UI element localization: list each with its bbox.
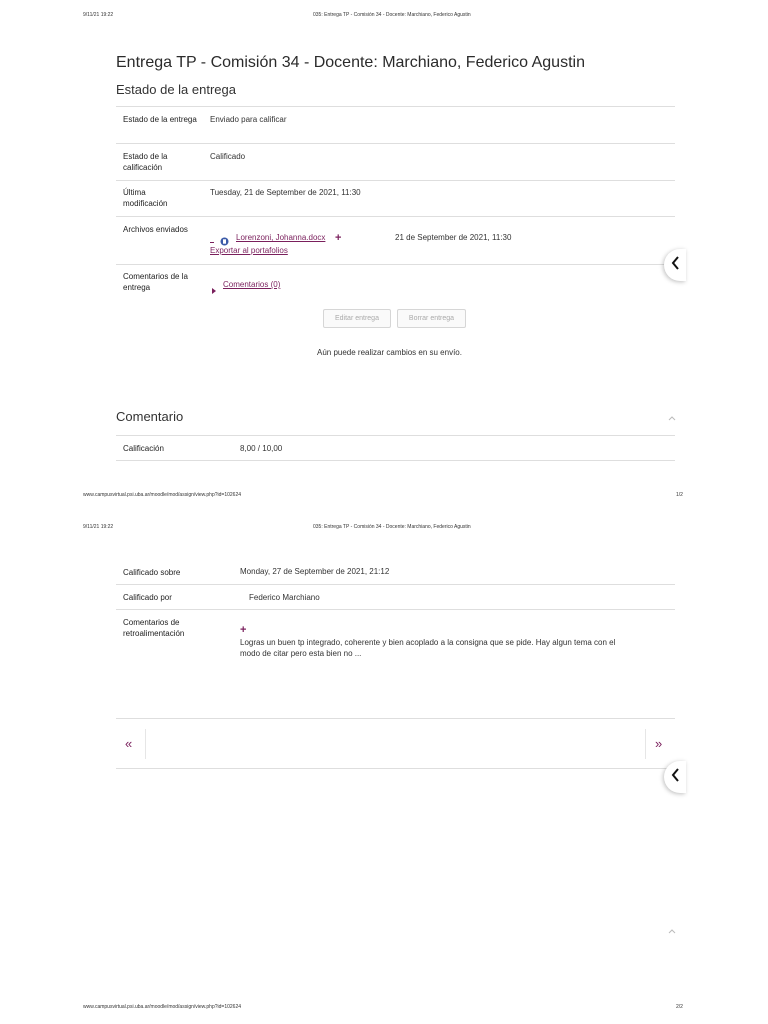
previous-activity-button[interactable]: « xyxy=(125,736,133,751)
row-label-ultima-modificacion: Última modificación xyxy=(123,188,168,208)
print-title: 035: Entrega TP - Comisión 34 - Docente: Marchiano, Federico Agustin xyxy=(313,524,471,530)
divider xyxy=(116,264,675,265)
feedback-text-line2: modo de citar pero esta bien no ... xyxy=(240,649,362,658)
print-url: www.campusvirtual.psi.uba.ar/moodle/mod/assign/view.php?id=102624 xyxy=(83,492,242,498)
print-datetime: 9/11/21 19:22 xyxy=(83,524,114,530)
next-activity-button[interactable]: » xyxy=(655,736,663,751)
changes-notice: Aún puede realizar cambios en su envío. xyxy=(317,348,462,357)
row-value-estado-entrega: Enviado para calificar xyxy=(210,115,287,124)
row-label-comentarios-entrega: Comentarios de la entrega xyxy=(123,272,188,292)
row-value-calificado-por: Federico Marchiano xyxy=(249,593,320,602)
comments-link[interactable]: Comentarios (0) xyxy=(223,280,281,289)
row-label-calificacion: Calificación xyxy=(123,444,164,453)
row-label-estado-calificacion: Estado de la calificación xyxy=(123,152,168,172)
chevron-left-icon xyxy=(671,256,680,275)
plus-icon[interactable]: + xyxy=(335,232,342,244)
edit-submission-button[interactable]: Editar entrega xyxy=(323,309,391,328)
export-portfolio-link[interactable]: Exportar al portafolios xyxy=(210,246,288,255)
divider xyxy=(116,143,675,144)
print-url: www.campusvirtual.psi.uba.ar/moodle/mod/assign/view.php?id=102624 xyxy=(83,1004,242,1010)
row-label-calificado-por: Calificado por xyxy=(123,593,172,602)
drawer-toggle-button[interactable] xyxy=(664,249,686,281)
divider xyxy=(116,216,675,217)
divider xyxy=(116,435,675,436)
document-icon xyxy=(220,233,229,242)
row-label-archivos-enviados: Archivos enviados xyxy=(123,225,188,234)
print-datetime: 9/11/21 19:22 xyxy=(83,12,114,18)
print-page-number: 2/2 xyxy=(676,1004,683,1010)
divider xyxy=(116,180,675,181)
divider xyxy=(116,718,675,719)
chevron-left-icon xyxy=(671,768,680,787)
divider xyxy=(116,460,675,461)
print-page-number: 1/2 xyxy=(676,492,683,498)
chevron-up-icon[interactable] xyxy=(667,408,677,414)
row-label-calificado-sobre: Calificado sobre xyxy=(123,568,181,577)
delete-submission-button[interactable]: Borrar entrega xyxy=(397,309,466,328)
row-label-estado-entrega: Estado de la entrega xyxy=(123,115,197,124)
nav-separator xyxy=(645,729,646,759)
caret-right-icon[interactable] xyxy=(212,281,217,287)
tree-marker xyxy=(210,242,214,243)
section-title-estado: Estado de la entrega xyxy=(116,82,236,97)
plus-icon[interactable]: + xyxy=(240,624,247,636)
file-link[interactable]: Lorenzoni, Johanna.docx xyxy=(236,233,326,242)
page-title: Entrega TP - Comisión 34 - Docente: Marchiano, Federico Agustin xyxy=(116,54,585,71)
print-title: 035: Entrega TP - Comisión 34 - Docente: Marchiano, Federico Agustin xyxy=(313,12,471,18)
row-value-ultima-modificacion: Tuesday, 21 de September de 2021, 11:30 xyxy=(210,188,361,197)
divider xyxy=(116,106,675,107)
row-value-calificado-sobre: Monday, 27 de September de 2021, 21:12 xyxy=(240,567,390,576)
divider xyxy=(116,609,675,610)
chevron-up-icon[interactable] xyxy=(667,921,677,927)
drawer-toggle-button[interactable] xyxy=(664,761,686,793)
nav-separator xyxy=(145,729,146,759)
feedback-text-line1: Logras un buen tp integrado, coherente y bien acoplado a la consigna que se pide. Hay algun tema con el xyxy=(240,638,616,647)
row-label-retroalimentacion: Comentarios de retroalimentación xyxy=(123,618,185,638)
file-date: 21 de September de 2021, 11:30 xyxy=(395,233,512,242)
divider xyxy=(116,584,675,585)
section-title-comentario: Comentario xyxy=(116,409,184,424)
row-value-estado-calificacion: Calificado xyxy=(210,152,246,161)
divider xyxy=(116,768,675,769)
row-value-calificacion: 8,00 / 10,00 xyxy=(240,444,283,453)
